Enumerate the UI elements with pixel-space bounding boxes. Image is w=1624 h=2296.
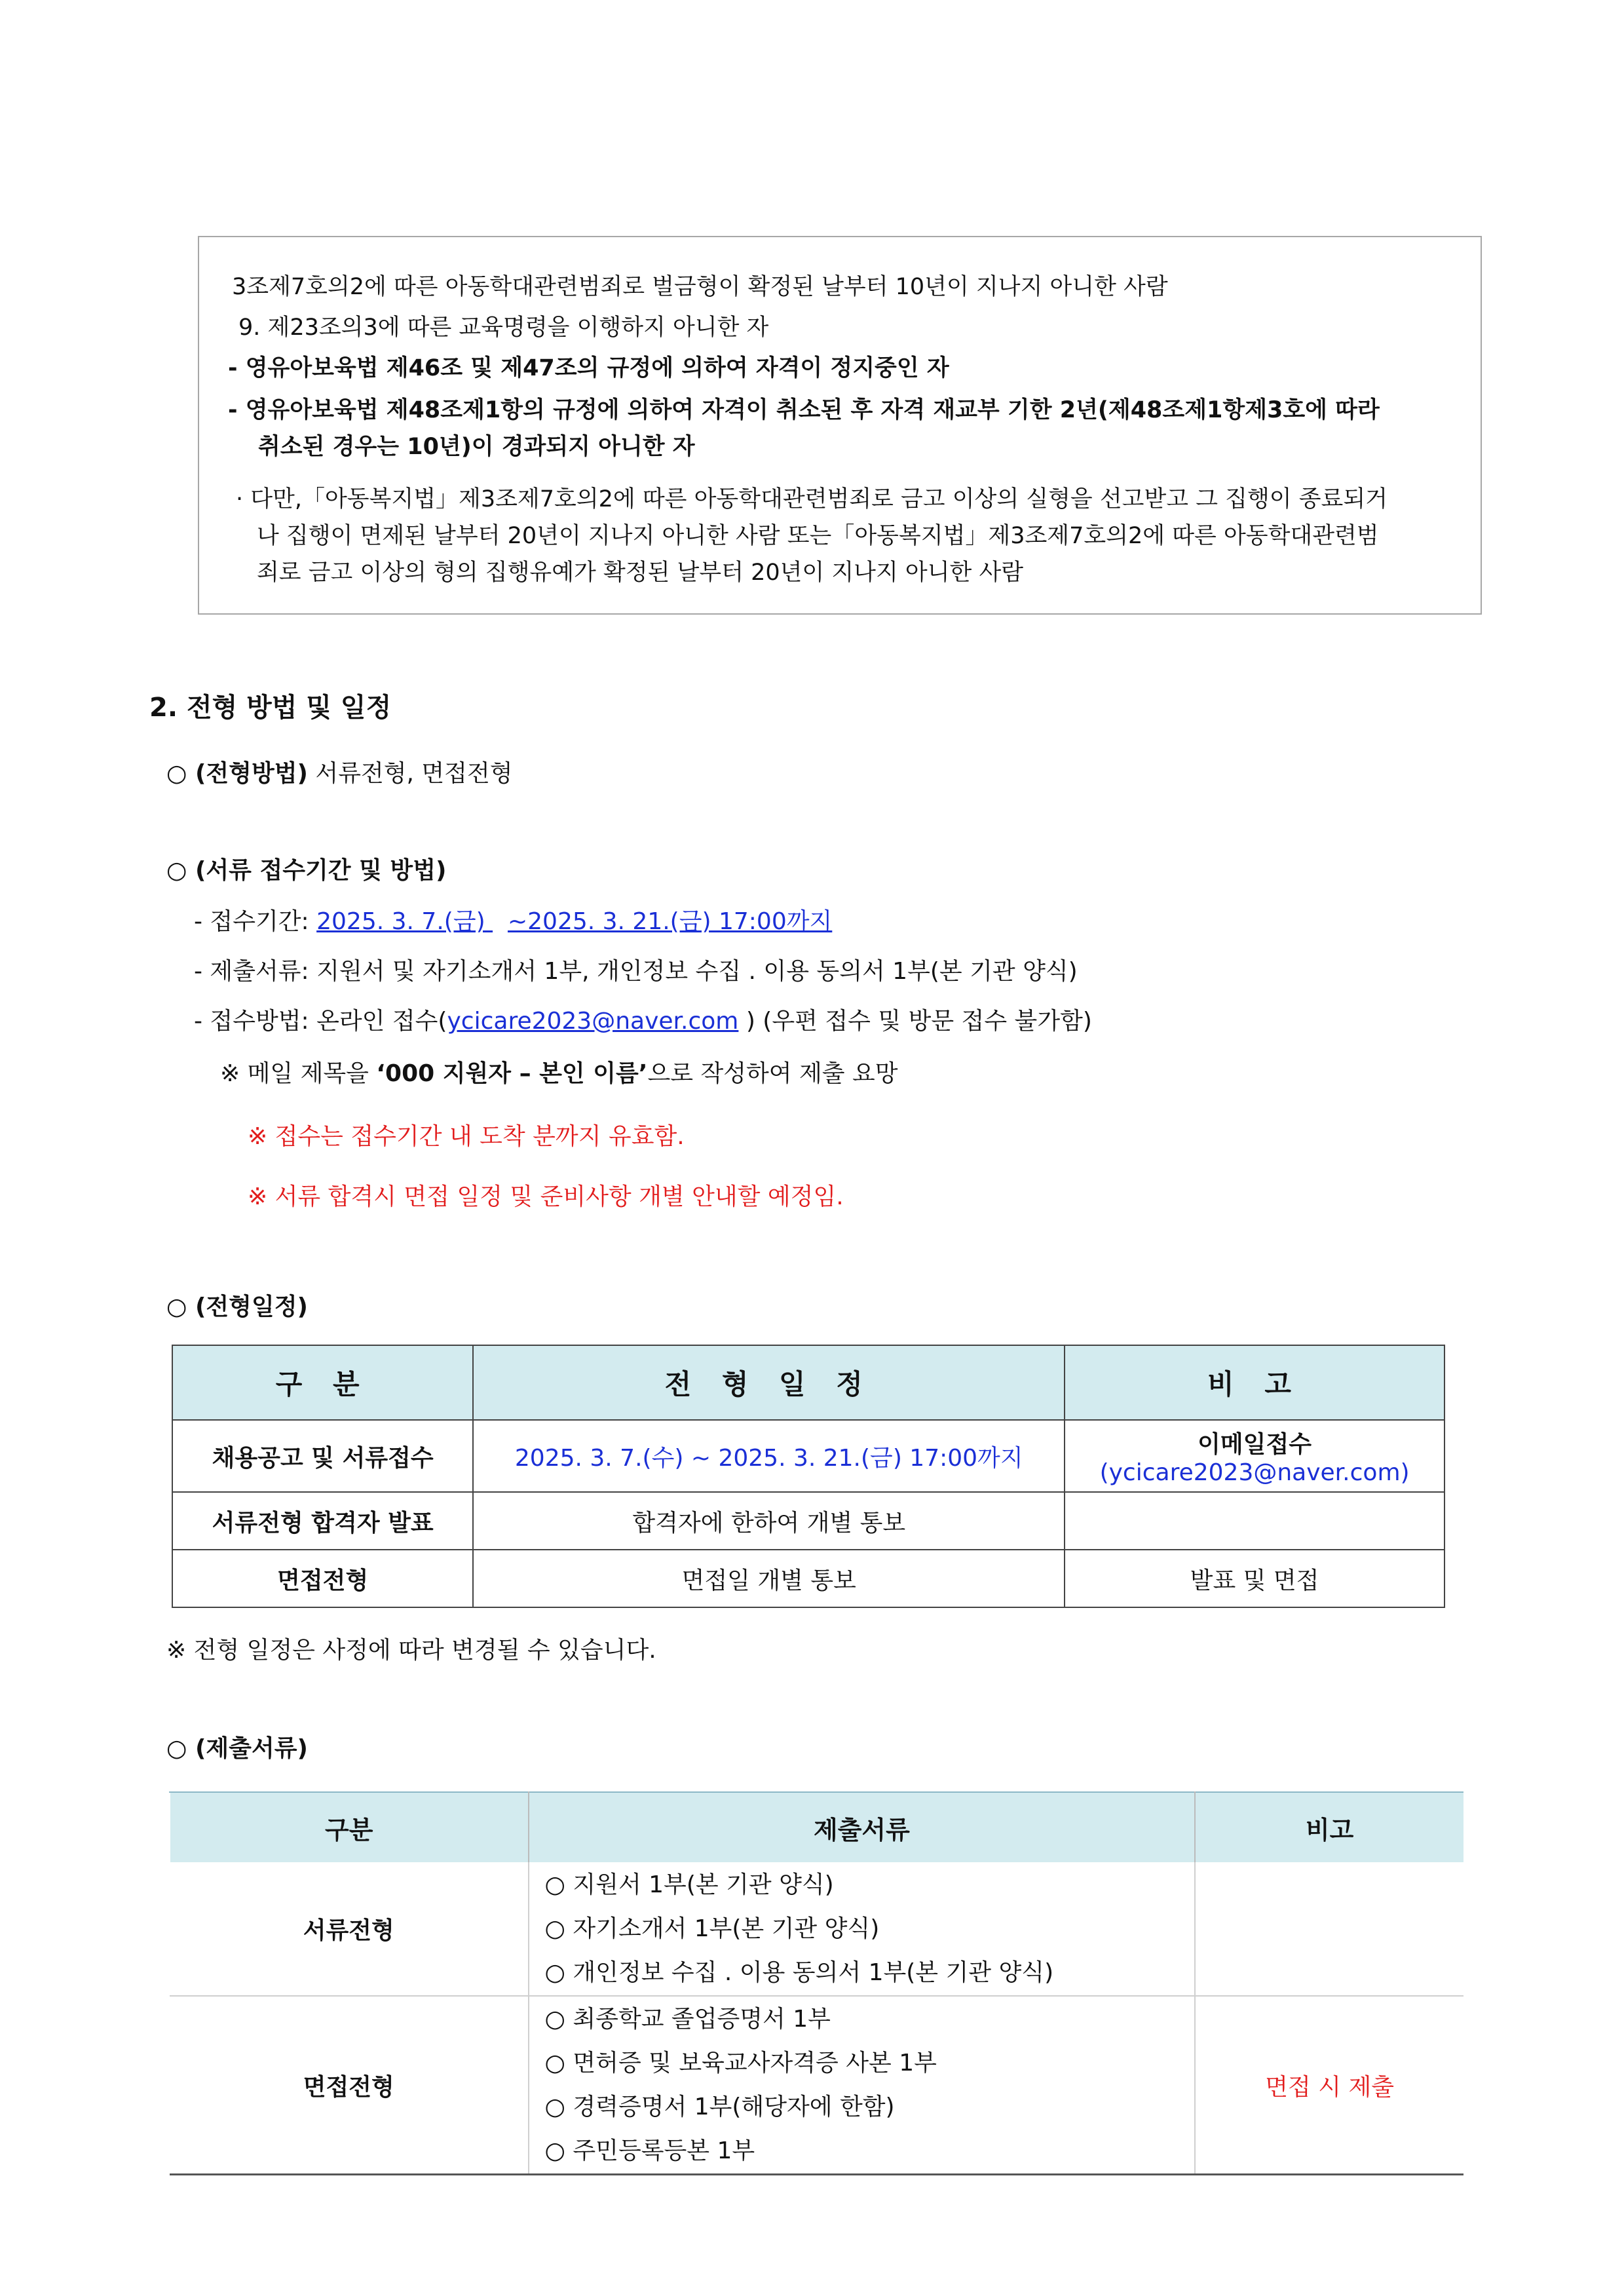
box-line-4a: - 영유아보육법 제48조제1항의 규정에 의하여 자격이 취소된 후 자격 재교부 기한 2년(제48조제1항제3호에 따라 <box>228 397 1380 423</box>
row-note: 면접 시 제출 <box>1195 1996 1463 2175</box>
period-end: ~2025. 3. 21.(금) 17:00까지 <box>507 908 833 935</box>
list-item: ○ 자기소개서 1부(본 기관 양식) <box>544 1915 880 1942</box>
box-line-5b: 나 집행이 면제된 날부터 20년이 지나지 아니한 사람 또는「아동복지법」제3조제7호의2에 따른 아동학대관련범 <box>257 523 1379 549</box>
submit-method-rest: ) (우편 접수 및 방문 접수 불가함) <box>738 1008 1092 1035</box>
row-name: 면접전형 <box>170 1996 529 2175</box>
list-item: ○ 면허증 및 보육교사자격증 사본 1부 <box>544 2050 937 2076</box>
header-schedule: 전 형 일 정 <box>473 1345 1065 1420</box>
row-name: 면접전형 <box>172 1550 473 1607</box>
table-header-row <box>170 1792 1463 1862</box>
period-start: 2025. 3. 7.(금) <box>316 908 493 935</box>
table-row <box>172 1420 1445 1492</box>
row-items <box>529 1862 1196 1996</box>
row-name: 채용공고 및 서류접수 <box>172 1420 473 1492</box>
method-value: 서류전형, 면접전형 <box>307 760 513 787</box>
note-pre: ※ 메일 제목을 <box>220 1060 377 1087</box>
list-item: ○ 지원서 1부(본 기관 양식) <box>544 1871 834 1898</box>
header-note: 비고 <box>1195 1792 1463 1862</box>
period-label: - 접수기간: <box>194 908 317 935</box>
documents-label: ○ (제출서류) <box>166 1735 308 1762</box>
row-name: 서류전형 합격자 발표 <box>172 1492 473 1550</box>
row-schedule: 면접일 개별 통보 <box>473 1550 1065 1607</box>
email-link[interactable]: ycicare2023@naver.com <box>447 1008 739 1035</box>
note-email-label: 이메일접수 <box>1198 1431 1312 1458</box>
mail-title-note <box>220 1055 898 1088</box>
period-line <box>194 903 832 936</box>
submit-method-line <box>194 1003 1092 1036</box>
disqualification-box <box>198 236 1482 615</box>
method-line <box>166 755 513 788</box>
box-line-5c: 죄로 금고 이상의 형의 집행유예가 확정된 날부터 20년이 지나지 아니한 사람 <box>257 560 1024 586</box>
box-line-2: 9. 제23조의3에 따른 교육명령을 이행하지 아니한 자 <box>238 315 769 341</box>
schedule-label: ○ (전형일정) <box>166 1293 308 1320</box>
method-label: ○ (전형방법) <box>166 760 308 787</box>
row-note <box>1065 1420 1445 1492</box>
submit-method-label: - 접수방법: 온라인 접수( <box>194 1008 447 1035</box>
row-note <box>1195 1862 1463 1996</box>
table-row <box>172 1492 1445 1550</box>
header-category: 구분 <box>170 1792 529 1862</box>
header-category: 구 분 <box>172 1345 473 1420</box>
row-schedule: 2025. 3. 7.(수) ~ 2025. 3. 21.(금) 17:00까지 <box>473 1420 1065 1492</box>
section-title: 2. 전형 방법 및 일정 <box>149 693 392 723</box>
schedule-footnote: ※ 전형 일정은 사정에 따라 변경될 수 있습니다. <box>166 1637 656 1664</box>
docs-line: - 제출서류: 지원서 및 자기소개서 1부, 개인정보 수집 . 이용 동의서 1부(본 기관 양식) <box>194 958 1078 985</box>
row-schedule: 합격자에 한하여 개별 통보 <box>473 1492 1065 1550</box>
box-line-1: 3조제7호의2에 따른 아동학대관련범죄로 벌금형이 확정된 날부터 10년이 지나지 아니한 사람 <box>232 274 1168 300</box>
row-note: 발표 및 면접 <box>1065 1550 1445 1607</box>
list-item: ○ 최종학교 졸업증명서 1부 <box>544 2006 831 2033</box>
box-line-4b: 취소된 경우는 10년)이 경과되지 아니한 자 <box>258 434 695 460</box>
documents-table <box>169 1791 1463 2175</box>
header-note: 비 고 <box>1065 1345 1445 1420</box>
schedule-table <box>172 1345 1445 1608</box>
header-documents: 제출서류 <box>529 1792 1196 1862</box>
table-row <box>170 1862 1463 1996</box>
box-line-3: - 영유아보육법 제46조 및 제47조의 규정에 의하여 자격이 정지중인 자 <box>228 355 949 381</box>
row-name: 서류전형 <box>170 1862 529 1996</box>
list-item: ○ 주민등록등본 1부 <box>544 2137 755 2164</box>
table-row <box>172 1550 1445 1607</box>
list-item: ○ 경력증명서 1부(해당자에 한함) <box>544 2094 895 2120</box>
doc-period-label: ○ (서류 접수기간 및 방법) <box>166 857 447 884</box>
box-line-5a: · 다만,「아동복지법」제3조제7호의2에 따른 아동학대관련범죄로 금고 이상의 실형을 선고받고 그 집행이 종료되거 <box>236 486 1388 512</box>
red-note-2: ※ 서류 합격시 면접 일정 및 준비사항 개별 안내할 예정임. <box>248 1183 844 1210</box>
note-post: 으로 작성하여 제출 요망 <box>647 1060 898 1087</box>
table-row <box>170 1996 1463 2175</box>
list-item: ○ 개인정보 수집 . 이용 동의서 1부(본 기관 양식) <box>544 1959 1054 1986</box>
note-email[interactable]: (ycicare2023@naver.com) <box>1099 1459 1410 1486</box>
red-note-1: ※ 접수는 접수기간 내 도착 분까지 유효함. <box>248 1123 685 1150</box>
table-header-row <box>172 1345 1445 1420</box>
row-items <box>529 1996 1196 2175</box>
note-bold: ‘000 지원자 – 본인 이름’ <box>376 1060 648 1087</box>
row-note <box>1065 1492 1445 1550</box>
